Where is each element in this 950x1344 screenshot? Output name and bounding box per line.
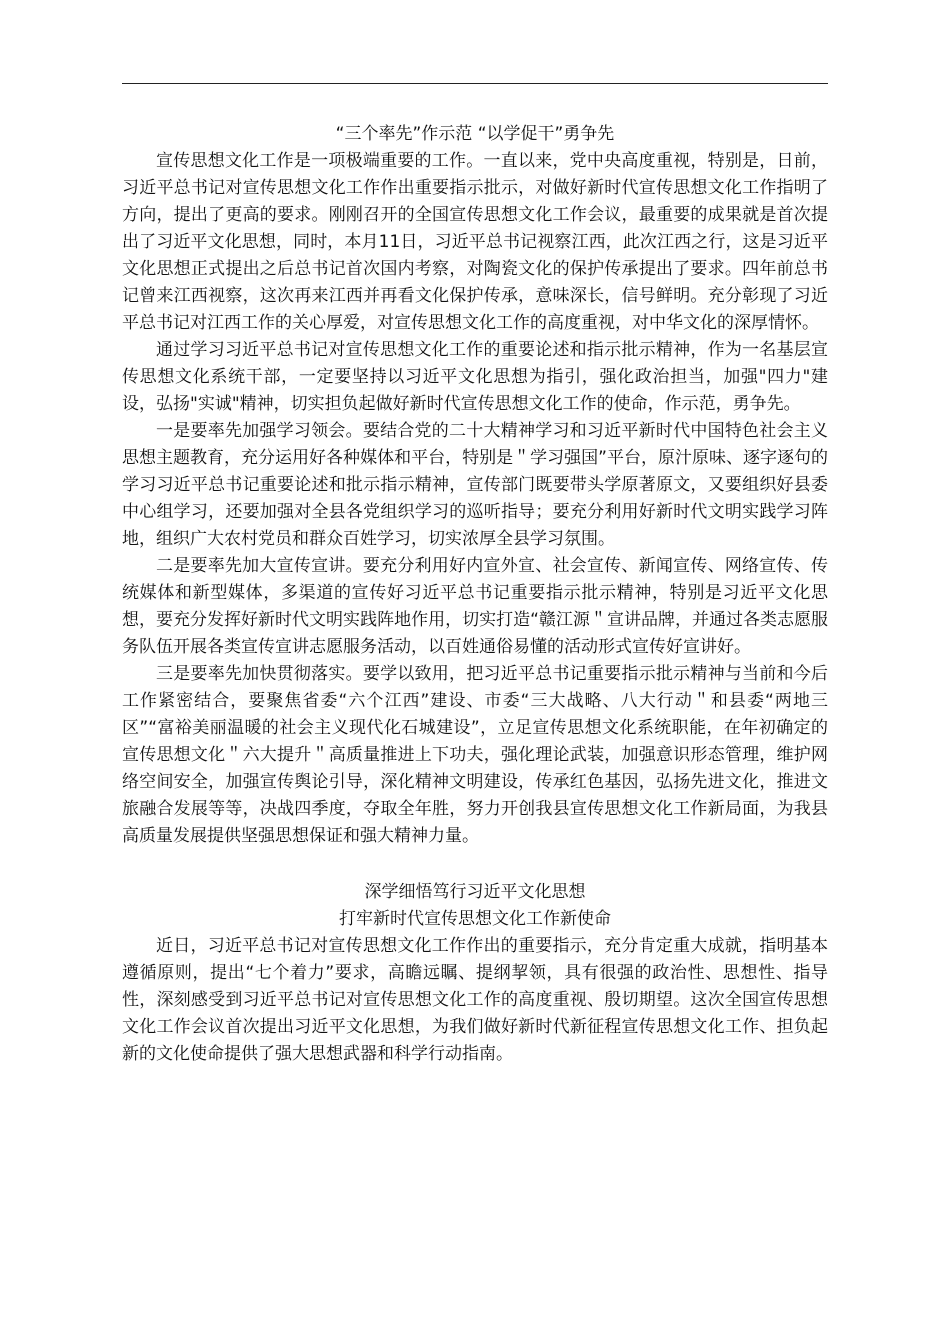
header-rule: [122, 83, 828, 84]
section-spacer: [122, 850, 828, 879]
article2-title-line-2: 打牢新时代宣传思想文化工作新使命: [339, 909, 611, 929]
document-body: [122, 121, 828, 1068]
article2-title-line-1: 深学细悟笃行习近平文化思想: [364, 882, 586, 902]
article1-paragraph-5: 三是要率先加快贯彻落实。要学以致用，把习近平总书记重要指示批示精神与当前和今后工作紧密结合，要聚焦省委“六个江西”建设、市委“三大战略、八大行动＂和县委“两地三区”“富裕美丽温暖的社会主义现代化石城建设”，立足宣传思想文化系统职能，在年初确定的宣传思想文化＂六大提升＂高质量推进上下功夫，强化理论武装，加强意识形态管理，维护网络空间安全，加强宣传舆论引导，深化精神文明建设，传承红色基因，弘扬先进文化，推进文旅融合发展等等，决战四季度，夺取全年胜，努力开创我县宣传思想文化工作新局面，为我县高质量发展提供坚强思想保证和强大精神力量。: [122, 664, 828, 846]
article1-paragraph-1: 宣传思想文化工作是一项极端重要的工作。一直以来，党中央高度重视，特别是，日前，习近平总书记对宣传思想文化工作作出重要指示批示，对做好新时代宣传思想文化工作指明了方向，提出了更高的要求。刚刚召开的全国宣传思想文化工作会议，最重要的成果就是首次提出了习近平文化思想，同时，本月11日，习近平总书记视察江西，此次江西之行，这是习近平文化思想正式提出之后总书记首次国内考察，对陶瓷文化的保护传承提出了要求。四年前总书记曾来江西视察，这次再来江西并再看文化保护传承，意味深长，信号鲜明。充分彰现了习近平总书记对江西工作的关心厚爱，对宣传思想文化工作的高度重视，对中华文化的深厚情怀。: [122, 151, 828, 333]
article1-title: “三个率先”作示范 “以学促干”勇争先: [335, 124, 615, 144]
article1-paragraph-2: 通过学习习近平总书记对宣传思想文化工作的重要论述和指示批示精神，作为一名基层宣传思想文化系统干部，一定要坚持以习近平文化思想为指引，强化政治担当，加强"四力"建设，弘扬"实诚"精神，切实担负起做好新时代宣传思想文化工作的使命，作示范，勇争先。: [122, 340, 828, 414]
article1-paragraph-4: 二是要率先加大宣传宣讲。要充分利用好内宣外宣、社会宣传、新闻宣传、网络宣传、传统媒体和新型媒体，多渠道的宣传好习近平总书记重要指示批示精神，特别是习近平文化思想，要充分发挥好新时代文明实践阵地作用，切实打造“赣江源＂宣讲品牌，并通过各类志愿服务队伍开展各类宣传宣讲志愿服务活动，以百姓通俗易懂的活动形式宣传好宣讲好。: [122, 556, 828, 657]
article2-paragraph-1: 近日，习近平总书记对宣传思想文化工作作出的重要指示，充分肯定重大成就，指明基本遵循原则，提出“七个着力”要求，高瞻远瞩、提纲挈领，具有很强的政治性、思想性、指导性，深刻感受到习近平总书记对宣传思想文化工作的高度重视、殷切期望。这次全国宣传思想文化工作会议首次提出习近平文化思想，为我们做好新时代新征程宣传思想文化工作、担负起新的文化使命提供了强大思想武器和科学行动指南。: [122, 936, 828, 1064]
article1-paragraph-3: 一是要率先加强学习领会。要结合党的二十大精神学习和习近平新时代中国特色社会主义思想主题教育，充分运用好各种媒体和平台，特别是＂学习强国”平台，原汁原味、逐字逐句的学习习近平总书记重要论述和批示指示精神，宣传部门既要带头学原著原文，又要组织好县委中心组学习，还要加强对全县各党组织学习的巡听指导；要充分利用好新时代文明实践学习阵地，组织广大农村党员和群众百姓学习，切实浓厚全县学习氛围。: [122, 421, 828, 549]
